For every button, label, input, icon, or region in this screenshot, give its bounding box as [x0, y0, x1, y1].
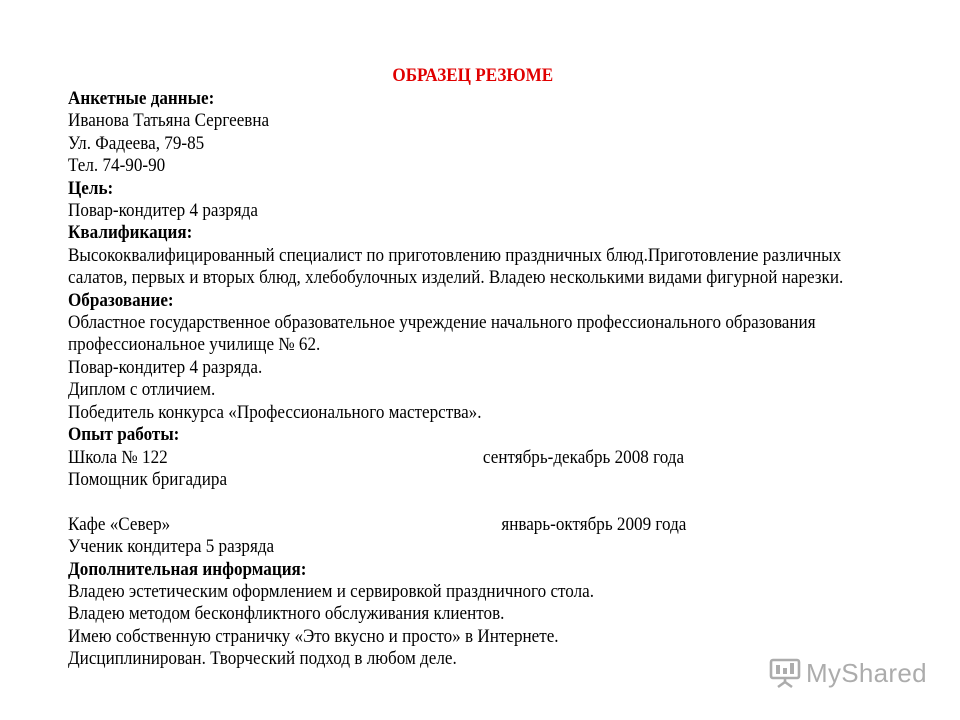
additional-info-line-2: Владею методом бесконфликтного обслуживания клиентов. [68, 603, 505, 625]
qualification-heading: Квалификация: [68, 222, 193, 244]
additional-info-line-1: Владею эстетическим оформлением и сервировкой праздничного стола. [68, 580, 595, 602]
additional-info-line-4: Дисциплинирован. Творческий подход в любом деле. [68, 648, 457, 670]
education-line-4: Диплом с отличием. [68, 379, 216, 401]
additional-info-heading: Дополнительная информация: [68, 558, 307, 580]
job-place: Кафе «Север» [68, 513, 171, 535]
goal-text: Повар-кондитер 4 разряда [68, 200, 258, 222]
myshared-watermark [768, 655, 927, 691]
goal-heading: Цель: [68, 177, 114, 199]
job-position: Помощник бригадира [68, 468, 228, 490]
watermark-text: MyShared [806, 657, 927, 688]
job-period: январь-октябрь 2009 года [501, 513, 687, 535]
job-period: сентябрь-декабрь 2008 года [482, 446, 685, 468]
education-heading: Образование: [68, 289, 174, 311]
qualification-line-2: салатов, первых и вторых блюд, хлебобулочных изделий. Владею несколькими видами фигурной нарезки. [68, 267, 844, 289]
job-row [68, 514, 832, 536]
job-place: Школа № 122 [68, 446, 168, 468]
person-address: Ул. Фадеева, 79-85 [68, 132, 205, 154]
education-line-1: Областное государственное образовательное учреждение начального профессионального образования [68, 312, 816, 334]
qualification-line-1: Высококвалифицированный специалист по приготовлению праздничных блюд.Приготовление различных [68, 244, 842, 266]
resume-title: ОБРАЗЕЦ РЕЗЮМЕ [392, 65, 554, 86]
presentation-board-icon [768, 656, 802, 690]
experience-heading: Опыт работы: [68, 424, 180, 446]
education-line-3: Повар-кондитер 4 разряда. [68, 356, 263, 378]
education-line-2: профессиональное училище № 62. [68, 334, 321, 356]
job-position: Ученик кондитера 5 разряда [68, 536, 275, 558]
person-name: Иванова Татьяна Сергеевна [68, 110, 270, 132]
person-phone: Тел. 74-90-90 [68, 155, 166, 177]
additional-info-line-3: Имею собственную страничку «Это вкусно и просто» в Интернете. [68, 625, 559, 647]
personal-data-heading: Анкетные данные: [68, 88, 215, 109]
job-spacer [68, 491, 832, 513]
job-row [68, 447, 832, 469]
education-line-5: Победитель конкурса «Профессионального мастерства». [68, 401, 482, 423]
resume-document [68, 64, 844, 671]
